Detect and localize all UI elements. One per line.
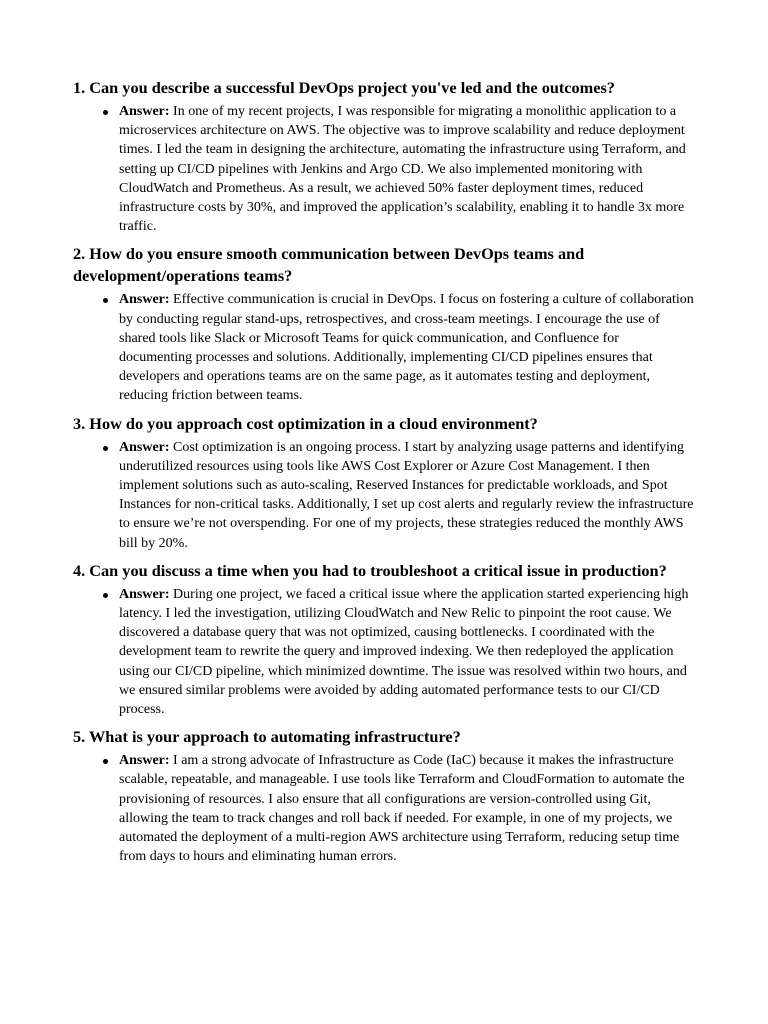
answer-text: I am a strong advocate of Infrastructure as Code (IaC) because it makes the infrastructure scalable, repeatable, and manageable. I use tools like Terraform and CloudFormation to automate the provisioning of resources. I also ensure that all configurations are version-controlled using Git, allowing the team to track changes and roll back if needed. For example, in one of my projects, we automated the deployment of a multi-region AWS architecture using Terraform, reducing setup time from days to hours and eliminating human errors. [119, 753, 685, 865]
qa-item-5 [73, 726, 695, 866]
document-page [73, 77, 695, 874]
answer-item [73, 585, 695, 719]
answer-list [73, 290, 695, 405]
answer-label: Answer: [119, 586, 170, 602]
answer-label: Answer: [119, 753, 170, 769]
bullet-icon [103, 759, 108, 764]
answer-text: During one project, we faced a critical issue where the application started experiencing high latency. I led the investigation, utilizing CloudWatch and New Relic to pinpoint the root cause. We discovered a database query that was not optimized, causing bottlenecks. I coordinated with the development team to rewrite the query and improved indexing. We then redeployed the application using our CI/CD pipeline, which minimized downtime. The issue was resolved within two hours, and we ensured similar problems were avoided by adding automated performance tests to our CI/CD process. [119, 586, 689, 718]
answer-list [73, 751, 695, 866]
answer-item [73, 438, 695, 553]
answer-list [73, 585, 695, 719]
bullet-icon [103, 298, 108, 303]
question-heading: 3. How do you approach cost optimization in a cloud environment? [73, 413, 538, 433]
answer-item [73, 102, 695, 236]
question-heading: 2. How do you ensure smooth communication between DevOps teams and development/operations teams? [73, 244, 585, 286]
bullet-icon [103, 593, 108, 598]
question-heading: 1. Can you describe a successful DevOps project you've led and the outcomes? [73, 78, 615, 97]
answer-list [73, 438, 695, 553]
answer-text: In one of my recent projects, I was responsible for migrating a monolithic application to a microservices architecture on AWS. The objective was to improve scalability and reduce deployment times. I led the team in designing the architecture, automating the infrastructure using Terraform, and setting up CI/CD pipelines with Jenkins and Argo CD. We also implemented monitoring with CloudWatch and Prometheus. As a result, we achieved 50% faster deployment times, reduced infrastructure costs by 30%, and improved the application’s scalability, enabling it to handle 3x more traffic. [119, 104, 686, 235]
answer-text: Cost optimization is an ongoing process. I start by analyzing usage patterns and identifying underutilized resources using tools like AWS Cost Explorer or Azure Cost Management. I then implement solutions such as auto-scaling, Reserved Instances for predictable workloads, and Spot Instances for non-critical tasks. Additionally, I set up cost alerts and regularly review the infrastructure to ensure we’re not overspending. For one of my projects, these strategies reduced the monthly AWS bill by 20%. [119, 439, 694, 551]
qa-item-3 [73, 413, 695, 553]
question-heading: 5. What is your approach to automating infrastructure? [73, 727, 461, 747]
answer-list [73, 102, 695, 236]
bullet-icon [103, 446, 108, 451]
answer-label: Answer: [119, 439, 170, 455]
bullet-icon [103, 110, 108, 115]
qa-item-4 [73, 560, 695, 719]
qa-item-1 [73, 77, 695, 236]
question-heading: 4. Can you discuss a time when you had to troubleshoot a critical issue in production? [73, 560, 667, 580]
qa-item-2 [73, 243, 695, 405]
answer-text: Effective communication is crucial in DevOps. I focus on fostering a culture of collaboration by conducting regular stand-ups, retrospectives, and cross-team meetings. I encourage the use of shared tools like Slack or Microsoft Teams for quick communication, and Confluence for documenting processes and solutions. Additionally, implementing CI/CD pipelines ensures that developers and operations teams are on the same page, as it automates testing and deployment, reducing friction between teams. [119, 292, 694, 404]
answer-label: Answer: [119, 104, 170, 119]
answer-item [73, 751, 695, 866]
answer-item [73, 290, 695, 405]
answer-label: Answer: [119, 292, 170, 308]
